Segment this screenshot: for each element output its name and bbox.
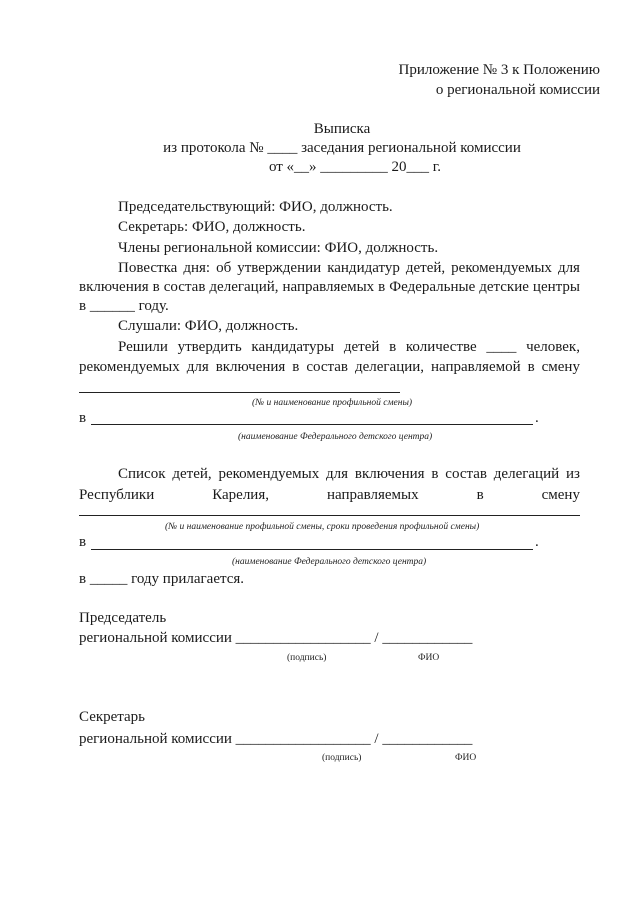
word: в — [476, 487, 484, 503]
shift-blank-line — [79, 392, 400, 393]
word: смену — [541, 487, 580, 503]
word: ____ — [486, 339, 517, 355]
date-line: от «__» _________ 20___ г. — [268, 159, 442, 175]
heard-line: Слушали: ФИО, должность. — [118, 318, 299, 334]
chair-line: Председательствующий: ФИО, должность. — [118, 199, 393, 215]
document-title: Выписка — [313, 121, 371, 137]
secretary-line: Секретарь: ФИО, должность. — [118, 219, 306, 235]
word: делегаций — [493, 466, 560, 482]
chair-name-caption: ФИО — [418, 653, 440, 663]
list-center-blank-line — [91, 549, 533, 550]
decided-line-1 — [118, 338, 580, 356]
secretary-signature-caption: (подпись) — [322, 753, 362, 763]
shift-caption: (№ и наименование профильной смены) — [252, 398, 413, 408]
list-shift-caption: (№ и наименование профильной смены, сроки проведения профильной смены) — [165, 522, 480, 532]
agenda-line-3: в ______ году. — [79, 298, 169, 314]
word: для — [186, 359, 209, 375]
word: Федеральные — [389, 279, 476, 295]
members-line: Члены региональной комиссии: ФИО, должность. — [118, 240, 439, 256]
word: центры — [532, 279, 580, 295]
word: Решили — [118, 339, 168, 355]
word: состав — [445, 466, 487, 482]
word: детей — [343, 339, 380, 355]
word: количестве — [405, 339, 477, 355]
word: утвердить — [177, 339, 242, 355]
decided-line-2 — [79, 358, 580, 376]
word: детей, — [405, 260, 446, 276]
word: в — [378, 279, 386, 295]
word: из — [565, 466, 580, 482]
word: включения — [354, 466, 425, 482]
chair-signature-caption: (подпись) — [287, 653, 327, 663]
word: детей, — [172, 466, 212, 482]
list-line-2 — [79, 486, 580, 504]
secretary-name-caption: ФИО — [455, 753, 477, 763]
word: для — [326, 466, 349, 482]
secretary-sign-title: Секретарь — [79, 709, 146, 725]
chair-sign-line: региональной комиссии __________________ / ____________ — [79, 630, 473, 646]
word: в — [152, 279, 160, 295]
word: Список — [118, 466, 166, 482]
list-line-1 — [118, 465, 580, 483]
agenda-line-2 — [79, 278, 580, 296]
center-blank-line — [91, 424, 533, 425]
word: в — [527, 359, 535, 375]
word: делегаций, — [209, 279, 279, 295]
word: направляемых — [326, 487, 419, 503]
list-shift-blank-line — [79, 515, 580, 516]
word: направляемых — [282, 279, 375, 295]
word: кандидатуры — [251, 339, 335, 355]
word: детские — [479, 279, 529, 295]
list-center-caption: (наименование Федерального детского центра) — [232, 557, 427, 567]
list-center-in-label: в — [79, 534, 87, 550]
word: смену — [541, 359, 580, 375]
chair-sign-title: Председатель — [79, 610, 167, 626]
word: человек, — [526, 339, 580, 355]
attached-line: в _____ году прилагается. — [79, 571, 245, 587]
word: рекомендуемых — [451, 260, 552, 276]
word: Повестка — [118, 260, 178, 276]
word: кандидатур — [327, 260, 400, 276]
annex-line-1: Приложение № 3 к Положению — [398, 62, 600, 78]
word: в — [431, 466, 439, 482]
word: состав — [163, 279, 206, 295]
annex-line-2: о региональной комиссии — [435, 82, 600, 98]
word: для — [557, 260, 580, 276]
secretary-sign-line: региональной комиссии __________________ / ____________ — [79, 731, 473, 747]
word: состав — [306, 359, 349, 375]
word: в — [292, 359, 300, 375]
word: рекомендуемых — [79, 359, 180, 375]
word: Карелия, — [212, 487, 269, 503]
word: Республики — [79, 487, 155, 503]
word: утверждении — [237, 260, 322, 276]
word: об — [216, 260, 232, 276]
word: включения — [215, 359, 286, 375]
word: рекомендуемых — [218, 466, 320, 482]
word: в — [389, 339, 397, 355]
protocol-line: из протокола № ____ заседания региональной комиссии — [163, 140, 521, 156]
period-mark: . — [535, 410, 539, 426]
center-caption: (наименование Федерального детского центра) — [238, 432, 433, 442]
word: делегации, — [354, 359, 425, 375]
center-in-label: в — [79, 410, 87, 426]
word: дня: — [183, 260, 211, 276]
list-period-mark: . — [535, 534, 539, 550]
agenda-line-1 — [118, 259, 580, 277]
word: включения — [79, 279, 149, 295]
word: направляемой — [431, 359, 521, 375]
